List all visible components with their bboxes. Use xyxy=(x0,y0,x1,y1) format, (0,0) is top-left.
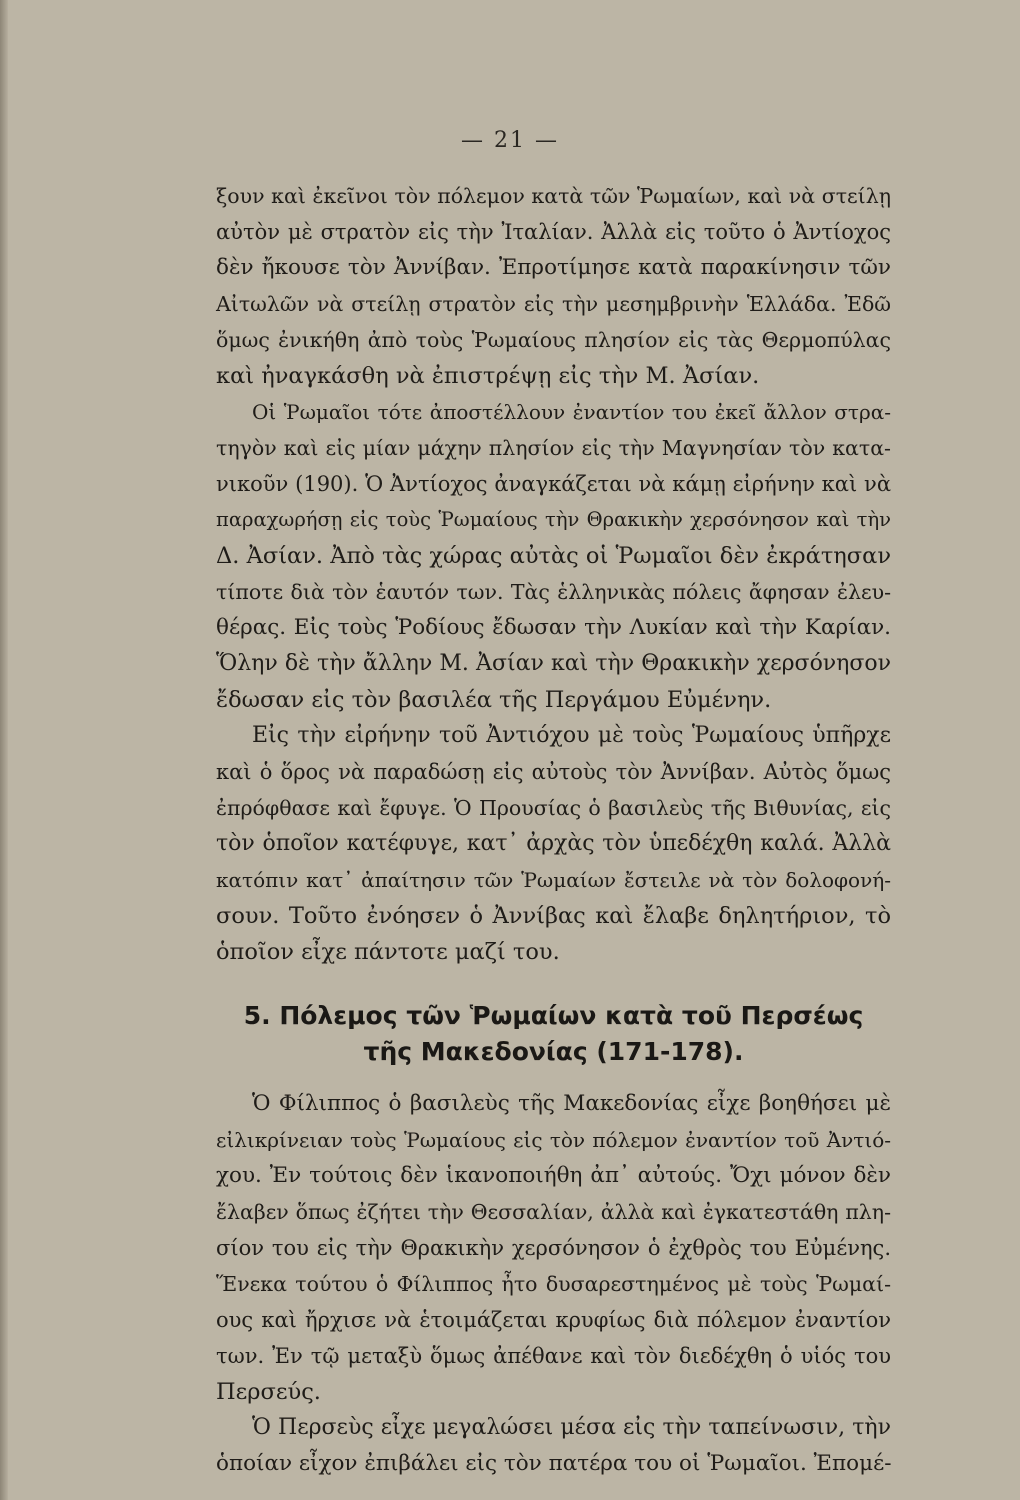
text-line: χου. Ἐν τούτοις δὲν ἱκανοποιήθη ἀπ᾽ αὐτούς. Ὄχι μόνον δὲν xyxy=(216,1163,891,1188)
text-line: ὁποῖον εἶχε πάντοτε μαζί του. xyxy=(216,939,560,965)
text-line: ὅμως ἐνικήθη ἀπὸ τοὺς Ῥωμαίους πλησίον εἰς τὰς Θερμοπύλας xyxy=(216,328,891,352)
page-number: — 21 — xyxy=(461,128,559,153)
text-line: Δ. Ἀσίαν. Ἀπὸ τὰς χώρας αὐτὰς οἱ Ῥωμαῖοι δὲν ἐκράτησαν xyxy=(216,543,891,569)
text-line: Περσεύς. xyxy=(216,1379,321,1405)
page-left-edge xyxy=(0,0,8,1500)
text-line: Εἰς τὴν εἰρήνην τοῦ Ἀντιόχου μὲ τοὺς Ῥωμαίους ὑπῆρχε xyxy=(252,723,891,748)
text-line: Αἰτωλῶν νὰ στείλῃ στρατὸν εἰς τὴν μεσημβρινὴν Ἑλλάδα. Ἐδῶ xyxy=(216,292,891,316)
text-line: τηγὸν καὶ εἰς μίαν μάχην πλησίον εἰς τὴν Μαγνησίαν τὸν κατα- xyxy=(216,436,891,460)
text-line: καὶ ὁ ὅρος νὰ παραδώσῃ εἰς αὐτοὺς τὸν Ἀννίβαν. Αὐτὸς ὅμως xyxy=(216,760,891,784)
text-line: παραχωρήσῃ εἰς τοὺς Ῥωμαίους τὴν Θρακικὴν χερσόνησον καὶ τὴν xyxy=(216,508,891,531)
text-line: Ἕνεκα τούτου ὁ Φίλιππος ἦτο δυσαρεστημένος μὲ τοὺς Ῥωμαί- xyxy=(216,1272,891,1296)
text-line: τίποτε διὰ τὸν ἑαυτόν των. Τὰς ἑλληνικὰς πόλεις ἄφησαν ἐλευ- xyxy=(216,580,891,604)
text-line: ους καὶ ἤρχισε νὰ ἑτοιμάζεται κρυφίως διὰ πόλεμον ἐναντίον xyxy=(216,1308,891,1332)
text-line: εἰλικρίνειαν τοὺς Ῥωμαίους εἰς τὸν πόλεμον ἐναντίον τοῦ Ἀντιό- xyxy=(216,1128,891,1152)
text-line: Ὅλην δὲ τὴν ἄλλην Μ. Ἀσίαν καὶ τὴν Θρακικὴν χερσόνησον xyxy=(216,651,891,676)
text-line: σίον του εἰς τὴν Θρακικὴν χερσόνησον ὁ ἐχθρὸς του Εὐμένης. xyxy=(216,1236,891,1260)
text-line: νικοῦν (190). Ὁ Ἀντίοχος ἀναγκάζεται νὰ κάμῃ εἰρήνην καὶ νὰ xyxy=(216,472,891,496)
section-heading-line-2: τῆς Μακεδονίας (171-178). xyxy=(363,1037,744,1066)
text-line: καὶ ἠναγκάσθη νὰ ἐπιστρέψῃ εἰς τὴν Μ. Ἀσίαν. xyxy=(216,363,760,389)
text-line: δὲν ἤκουσε τὸν Ἀννίβαν. Ἐπροτίμησε κατὰ παρακίνησιν τῶν xyxy=(216,255,891,280)
text-line: κατόπιν κατ᾽ ἀπαίτησιν τῶν Ῥωμαίων ἔστειλε νὰ τὸν δολοφονή- xyxy=(216,868,891,892)
text-line: ἔλαβεν ὅπως ἐζήτει τὴν Θεσσαλίαν, ἀλλὰ καὶ ἐγκατεστάθη πλη- xyxy=(216,1200,891,1224)
text-line: ἐπρόφθασε καὶ ἔφυγε. Ὁ Προυσίας ὁ βασιλεὺς τῆς Βιθυνίας, εἰς xyxy=(216,796,891,820)
text-line: Ὁ Φίλιππος ὁ βασιλεὺς τῆς Μακεδονίας εἶχε βοηθήσει μὲ xyxy=(252,1091,891,1116)
text-line: Ὁ Περσεὺς εἶχε μεγαλώσει μέσα εἰς τὴν ταπείνωσιν, τὴν xyxy=(252,1415,891,1440)
text-line: ξουν καὶ ἐκεῖνοι τὸν πόλεμον κατὰ τῶν Ῥωμαίων, καὶ νὰ στείλῃ xyxy=(216,184,891,208)
section-heading-line-1: 5. Πόλεμος τῶν Ῥωμαίων κατὰ τοῦ Περσέως xyxy=(243,1001,864,1030)
text-line: αὐτὸν μὲ στρατὸν εἰς τὴν Ἰταλίαν. Ἀλλὰ εἰς τοῦτο ὁ Ἀντίοχος xyxy=(216,220,891,244)
text-line: Οἱ Ῥωμαῖοι τότε ἀποστέλλουν ἐναντίον του ἐκεῖ ἄλλον στρα- xyxy=(252,400,891,424)
text-line: ἔδωσαν εἰς τὸν βασιλέα τῆς Περγάμου Εὐμένην. xyxy=(216,687,772,713)
text-line: σουν. Τοῦτο ἐνόησεν ὁ Ἀννίβας καὶ ἔλαβε δηλητήριον, τὸ xyxy=(216,903,891,929)
text-line: τὸν ὁποῖον κατέφυγε, κατ᾽ ἀρχὰς τὸν ὑπεδέχθη καλά. Ἀλλὰ xyxy=(216,831,891,856)
text-line: των. Ἐν τῷ μεταξὺ ὅμως ἀπέθανε καὶ τὸν διεδέχθη ὁ υἱός του xyxy=(216,1344,891,1368)
text-line: θέρας. Εἰς τοὺς Ῥοδίους ἔδωσαν τὴν Λυκίαν καὶ τὴν Καρίαν. xyxy=(216,615,891,640)
text-line: ὁποίαν εἶχον ἐπιβάλει εἰς τὸν πατέρα του οἱ Ῥωμαῖοι. Ἐπομέ- xyxy=(216,1451,892,1476)
